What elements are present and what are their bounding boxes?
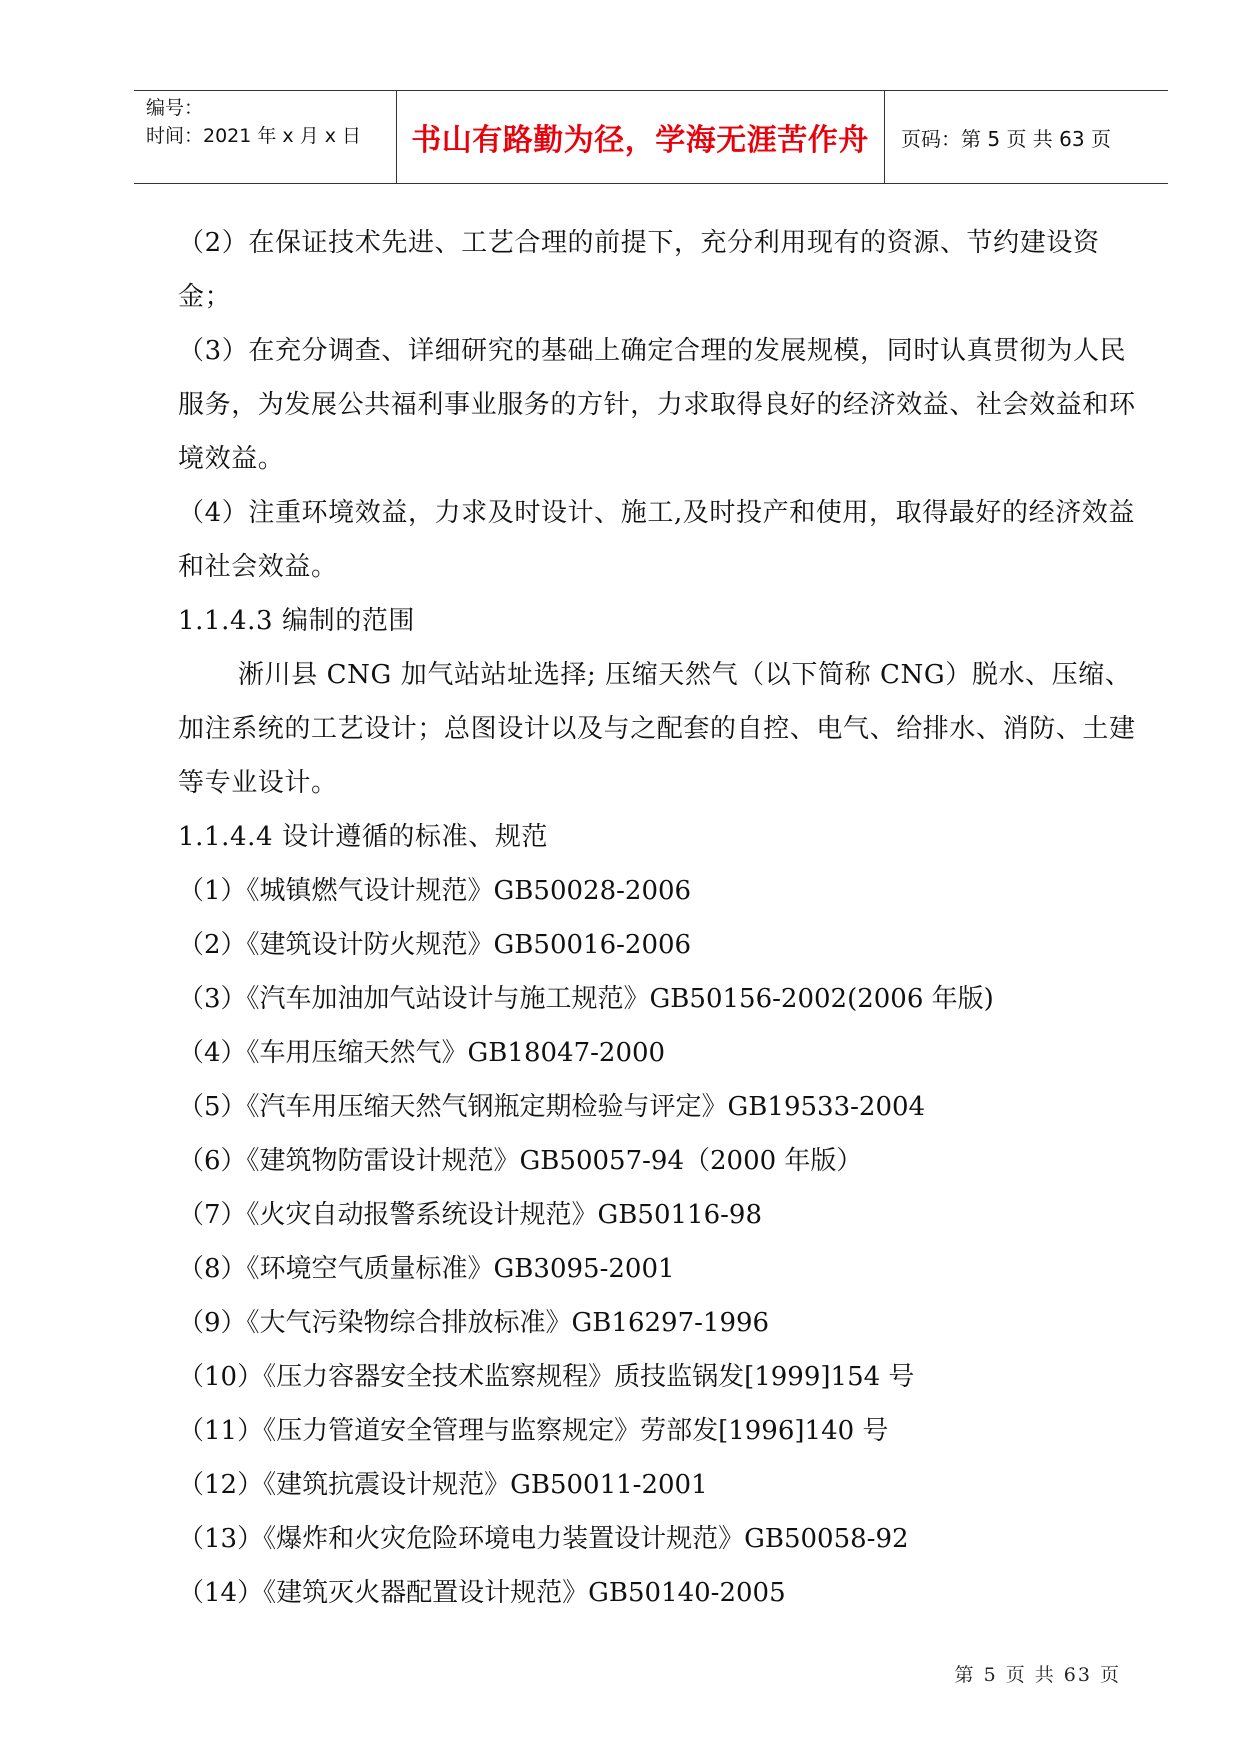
header-page-code: 页码：第 5 页 共 63 页 <box>901 126 1111 151</box>
document-number-label: 编号： <box>146 97 204 119</box>
paragraph-4: （4）注重环境效益，力求及时设计、施工,及时投产和使用，取得最好的经济效益和社会效益。 <box>178 498 1136 582</box>
standard-item: （13）《爆炸和火灾危险环境电力装置设计规范》GB50058-92 <box>178 1524 909 1554</box>
standard-item: （12）《建筑抗震设计规范》GB50011-2001 <box>178 1470 708 1500</box>
section-heading-1-1-4-4: 1.1.4.4 设计遵循的标准、规范 <box>178 822 549 852</box>
document-body <box>178 216 1138 1620</box>
header-page-cell <box>885 91 1168 183</box>
standard-item: （7）《火灾自动报警系统设计规范》GB50116-98 <box>178 1200 762 1230</box>
footer-page-number: 第 5 页 共 63 页 <box>954 1664 1121 1686</box>
paragraph-3: （3）在充分调查、详细研究的基础上确定合理的发展规模，同时认真贯彻为人民服务，为发展公共福利事业服务的方针，力求取得良好的经济效益、社会效益和环境效益。 <box>178 336 1136 474</box>
header-table <box>134 90 1168 184</box>
header-motto: 书山有路勤为径，学海无涯苦作舟 <box>411 123 869 158</box>
header-left-cell <box>134 91 397 183</box>
paragraph-2: （2）在保证技术先进、工艺合理的前提下，充分利用现有的资源、节约建设资金； <box>178 228 1100 312</box>
standard-item: （10）《压力容器安全技术监察规程》质技监锅发[1999]154 号 <box>178 1362 915 1392</box>
standard-item: （9）《大气污染物综合排放标准》GB16297-1996 <box>178 1308 770 1338</box>
standard-item: （6）《建筑物防雷设计规范》GB50057-94（2000 年版） <box>178 1146 863 1176</box>
section-heading-1-1-4-3: 1.1.4.3 编制的范围 <box>178 606 416 636</box>
standard-item: （5）《汽车用压缩天然气钢瓶定期检验与评定》GB19533-2004 <box>178 1092 926 1122</box>
scope-paragraph: 淅川县 CNG 加气站站址选择; 压缩天然气（以下简称 CNG）脱水、压缩、加注系统的工艺设计；总图设计以及与之配套的自控、电气、给排水、消防、土建等专业设计。 <box>178 660 1136 798</box>
standard-item: （2）《建筑设计防火规范》GB50016-2006 <box>178 930 692 960</box>
standard-item: （4）《车用压缩天然气》GB18047-2000 <box>178 1038 666 1068</box>
standard-item: （14）《建筑灭火器配置设计规范》GB50140-2005 <box>178 1578 786 1608</box>
standard-item: （8）《环境空气质量标准》GB3095-2001 <box>178 1254 675 1284</box>
document-time-label: 时间：2021 年 x 月 x 日 <box>146 125 362 147</box>
standard-item: （11）《压力管道安全管理与监察规定》劳部发[1996]140 号 <box>178 1416 889 1446</box>
header-motto-cell <box>396 91 885 183</box>
standard-item: （3）《汽车加油加气站设计与施工规范》GB50156-2002(2006 年版) <box>178 984 994 1014</box>
standard-item: （1）《城镇燃气设计规范》GB50028-2006 <box>178 876 692 906</box>
